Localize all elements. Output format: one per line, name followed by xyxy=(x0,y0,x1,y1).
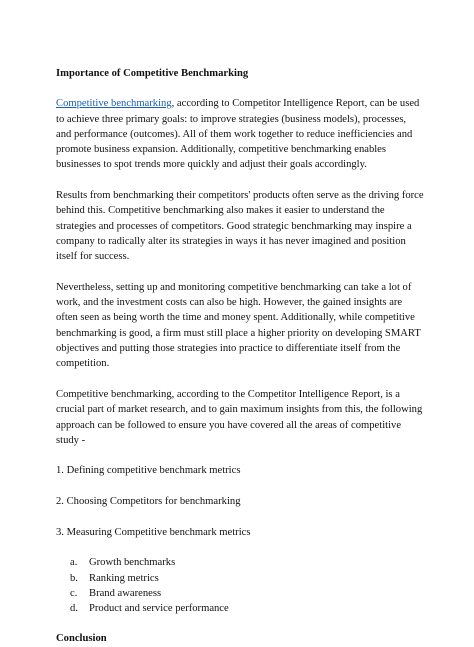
list-item-text: Growth benchmarks xyxy=(89,557,176,569)
list-item xyxy=(70,586,424,601)
list-marker: d. xyxy=(70,603,78,615)
paragraph-results: Results from benchmarking their competitors' products often serve as the driving force behind this. Competitive benchmarking also makes it easier to understand the strategies and processes of competitors. Good strategic benchmarking may inspire a company to radically alter its strategies in ways it has never imagined and position itself for success. xyxy=(56,190,424,263)
list-marker: c. xyxy=(70,587,78,599)
paragraph-approach: Competitive benchmarking, according to the Competitor Intelligence Report, is a crucial part of market research, and to gain maximum insights from this, the following approach can be followed to ensure you have covered all the areas of competitive study - xyxy=(56,388,423,446)
list-item-text: Brand awareness xyxy=(89,587,162,599)
metrics-sublist xyxy=(56,555,424,616)
list-marker: a. xyxy=(70,557,78,569)
document-title: Importance of Competitive Benchmarking xyxy=(56,68,249,79)
step-3: 3. Measuring Competitive benchmark metrics xyxy=(56,526,251,538)
list-item xyxy=(70,601,424,616)
paragraph-costs: Nevertheless, setting up and monitoring competitive benchmarking can take a lot of work, and the investment costs can also be high. However, the gained insights are often seen as being worth the time and money spent. Additionally, while competitive benchmarking is good, a firm must still place a higher priority on developing SMART objectives and putting those strategies into practice to differentiate itself from the competition. xyxy=(56,281,421,370)
list-item xyxy=(70,555,424,570)
paragraph-intro xyxy=(56,96,424,172)
step-1: 1. Defining competitive benchmark metrics xyxy=(56,465,241,477)
competitive-benchmarking-link[interactable]: Competitive benchmarking xyxy=(56,98,172,110)
list-item-text: Product and service performance xyxy=(89,603,229,615)
paragraph-intro-text: , according to Competitor Intelligence Report, can be used to achieve three primary goals: to improve strategies (business models), processes, and performance (outcomes). All of them work together to reduce inefficiencies and promote business expansion. Additionally, competitive benchmarking enables businesses to spot trends more quickly and adjust their goals accordingly. xyxy=(56,98,420,171)
step-2: 2. Choosing Competitors for benchmarking xyxy=(56,496,241,508)
conclusion-heading: Conclusion xyxy=(56,633,107,645)
list-item xyxy=(70,571,424,586)
list-marker: b. xyxy=(70,572,78,584)
list-item-text: Ranking metrics xyxy=(89,572,159,584)
